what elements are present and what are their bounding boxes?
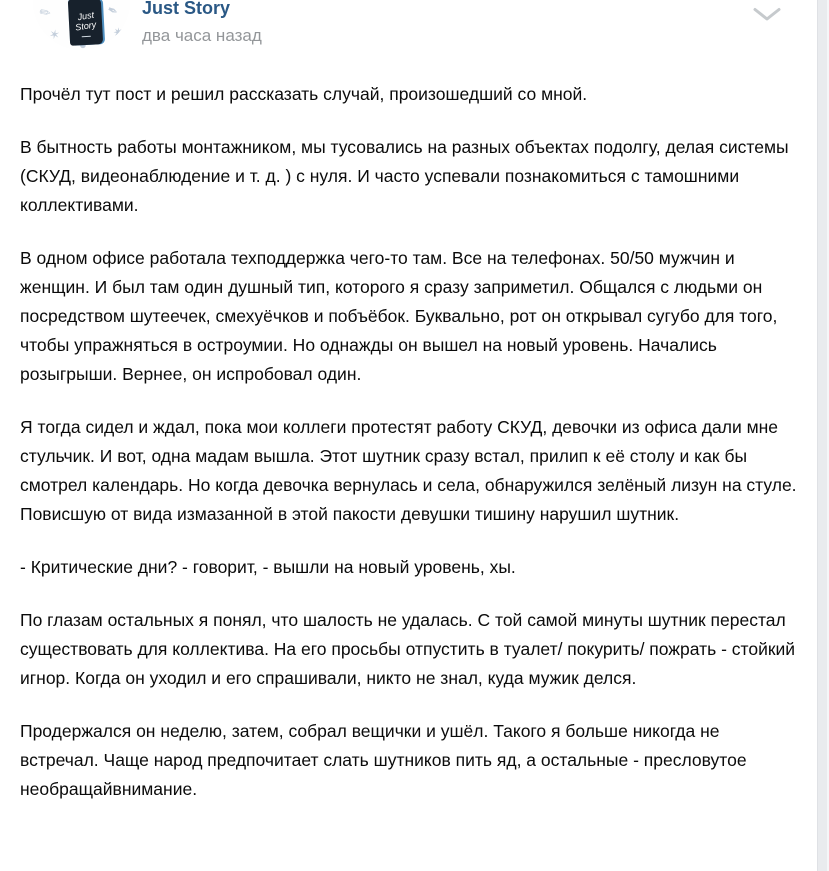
post-timestamp-link[interactable]: два часа назад <box>142 26 262 45</box>
avatar-book-logo <box>68 0 103 46</box>
post-header <box>20 0 799 52</box>
avatar-doodle-pencil-icon: ✎ <box>36 3 54 22</box>
chevron-down-icon <box>753 7 781 22</box>
post-menu-button[interactable] <box>752 3 782 25</box>
post-paragraph: - Критические дни? - говорит, - вышли на новый уровень, хы. <box>20 557 516 577</box>
post-paragraph: В бытность работы монтажником, мы тусовались на разных объектах подолгу, делая системы (СКУД, видеонаблюдение и т. д. ) с нуля. И часто успевали познакомиться с тамошними коллективами. <box>20 137 789 215</box>
post-paragraph: По глазам остальных я понял, что шалость не удалась. С той самой минуты шутник перестал существовать для коллектива. На его просьбы отпустить в туалет/ покурить/ пожрать - стойкий игнор. Когда он уходил и его спрашивали, никто не знал, куда мужик делся. <box>20 610 796 688</box>
avatar-doodle-spark-icon: ✷ <box>113 25 124 40</box>
page-gutter <box>817 0 829 871</box>
avatar-doodle-star-icon: ✶ <box>47 26 62 43</box>
avatar[interactable] <box>33 0 130 50</box>
avatar-doodle-pen-icon: ✒ <box>104 1 121 20</box>
avatar-book-dash <box>82 36 91 37</box>
post-paragraph: В одном офисе работала техподдержка чего-то там. Все на телефонах. 50/50 мужчин и женщин. И был там один душный тип, которого я сразу заприметил. Общался с людьми он посредством шутеечек, смехуёчков и побъёбок. Буквально, рот он открывал сугубо для того, чтобы упражняться в остроумии. Но однажды он вышел на новый уровень. Начались розыгрыши. Вернее, он испробовал один. <box>20 248 778 384</box>
author-block <box>142 0 262 46</box>
post-paragraph: Я тогда сидел и ждал, пока мои коллеги протестят работу СКУД, девочки из офиса дали мне стульчик. И вот, одна мадам вышла. Этот шутник сразу встал, прилип к её столу и как бы смотрел календарь. Но когда девочка вернулась и села, обнаружился зелёный лизун на стуле. Повисшую от вида измазанной в этой пакости девушки тишину нарушил шутник. <box>20 417 797 524</box>
post-paragraph: Прочёл тут пост и решил рассказать случай, произошедший со мной. <box>20 84 588 104</box>
post-text <box>20 80 799 804</box>
avatar-book-line1: Just <box>76 9 95 23</box>
author-name-link[interactable]: Just Story <box>142 0 231 18</box>
avatar-book-line2: Story <box>74 19 97 33</box>
post-paragraph: Продержался он неделю, затем, собрал вещички и ушёл. Такого я больше никогда не встречал. Чаще народ предпочитает слать шутников пить яд, а остальные - пресловутое необращайвнимание. <box>20 721 747 799</box>
